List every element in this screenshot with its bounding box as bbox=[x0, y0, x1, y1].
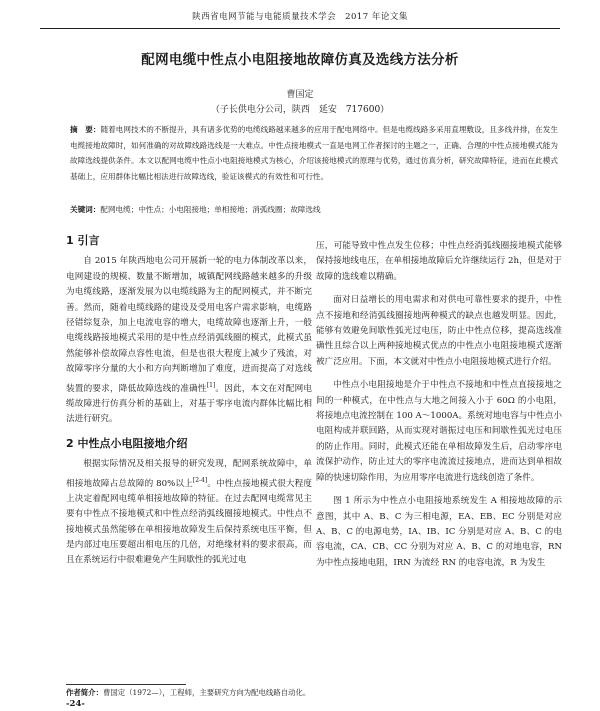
keywords bbox=[70, 203, 558, 217]
right-paragraph-2: 中性点小电阻接地是介于中性点不接地和中性点直接接地之间的一种模式，在中性点与大地之间接入小于 60Ω 的小电阻，将接地点电流控制在 100 A～1000A。系统对地电容与中性点小电阻构成并联回路，从而实现对谐振过电压和间歇性弧光过电压的防止作用。同时，此模式还能在单相故障发生后，启动零序电流保护动作，防止过大的零序电流流过接地点，进而达到单相故障的快速切除作用，为应用零序电流进行选线创造了条件。 bbox=[316, 380, 562, 483]
page-number: -24- bbox=[66, 699, 85, 709]
abstract-text: 随着电网技术的不断提升，具有诸多优势的电缆线路越来越多的应用于配电网络中。但是电缆线路多采用直埋敷设，且多线并排，在发生电缆接地故障时，如何准确的对故障线路选线是一大难点。中性点接地模式一直是电网工作者探讨的主题之一，正确、合理的中性点接地模式能为故障选线提供条件。本文以配网电缆中性点小电阻接地模式为核心，介绍该接地模式的原理与优势，通过仿真分析，研究故障特征，进而在此模式基础上，应用群体比幅比相法进行故障选线，验证该模式的有效性和可行性。 bbox=[70, 125, 559, 181]
section-1-text: 自 2015 年陕西地电公司开展新一轮的电力体制改革以来，电网建设的规模、数量不断增加，城镇配网线路越来越多的升级为电缆线路，逐渐发展为以电缆线路为主的配网模式，并不断完善。然而，随着电缆线路的建设及受用电客户需求影响，电缆路径错综复杂，加上电流电容的增大，电缆故障也逐渐上升，一般电缆线路接地模式采用的是中性点经消弧线圈的模式，此模式虽然能够补偿故障点容性电流，但是也很大程度上减少了残流，对故障零序分量的大小和方向判断增加了难度，进而提高了对选线装置的要求，降低故障选线的准确性 bbox=[66, 256, 312, 394]
author-footnote bbox=[66, 688, 558, 698]
section-2-paragraph bbox=[66, 457, 312, 569]
right-paragraph-3: 图 1 所示为中性点小电阻接地系统发生 A 相接地故障的示意图，其中 A、B、C 为三相电源，EA、EB、EC 分别是对应 A、B、C 的电源电势，IA、IB、IC 分别是对应 A、B、C 的电容电流，CA、CB、CC 分别为对应 A、B、C 的对地电容，RN 为中性点接地电阻，IRN 为流经 RN 的电容电流，R 为发生 bbox=[316, 496, 562, 568]
author-name: 曹国定 bbox=[286, 90, 314, 100]
section-1-paragraph bbox=[66, 254, 312, 427]
right-paragraph-1: 面对日益增长的用电需求和对供电可靠性要求的提升，中性点不接地和经消弧线圈接地两种模式的缺点也越发明显。因此，能够有效避免间歇性弧光过电压，防止中性点位移，提高选线准确性且综合以上两种接地模式优点的中性点小电阻接地模式逐渐被广泛应用。下面，本文就对中性点小电阻接地模式进行介绍。 bbox=[316, 295, 562, 367]
abstract bbox=[70, 122, 558, 184]
footnote-divider bbox=[66, 684, 186, 685]
citation-2-4: [2-4] bbox=[192, 476, 208, 484]
section-1-heading: 1 引言 bbox=[66, 234, 100, 247]
section-2-text: 根据实际情况及相关报导的研究发现，配网系统故障中，单相接地故障占总故障的 80%以上 bbox=[66, 459, 312, 489]
citation-1: [1] bbox=[206, 381, 216, 389]
abstract-label: 摘 要： bbox=[70, 125, 101, 134]
section-2-text-end: 。中性点接地模式很大程度上决定着配网电缆单相接地故障的特征。在过去配网电缆常见主要有中性点不接地模式和中性点经消弧线圈接地模式。中性点不接地模式虽然能够在单相接地故障发生后保持系统电压平衡，但是内部过电压要超出相电压的几倍，对绝缘材料的要求很高，而且在系统运行中很难避免产生间歇性的弧光过电 bbox=[66, 478, 312, 566]
footnote-text: 曹国定（1972—），工程师，主要研究方向为配电线路自动化。 bbox=[102, 688, 311, 697]
keywords-text: 配网电缆；中性点；小电阻接地；单相接地；消弧线圈；故障选线 bbox=[100, 205, 321, 214]
right-paragraph-continued: 压，可能导致中性点发生位移；中性点经消弧线圈接地模式能够保持接地线电压，在单相接地故障后允许继续运行 2h，但是对于故障的选线难以精确。 bbox=[316, 241, 562, 282]
section-1-text-end: 。因此，本文在对配网电缆故障进行仿真分析的基础上，对基于零序电流内群体比幅比相法进行研究。 bbox=[66, 383, 312, 425]
left-column bbox=[66, 229, 312, 577]
footnote-label: 作者简介： bbox=[66, 688, 103, 697]
author-affiliation: （子长供电分公司，陕西 延安 717600） bbox=[210, 105, 390, 115]
keywords-label: 关键词： bbox=[70, 205, 101, 214]
paper-title: 配网电缆中性点小电阻接地故障仿真及选线方法分析 bbox=[141, 52, 459, 68]
right-column bbox=[316, 239, 562, 579]
running-header: 陕西省电网节能与电能质量技术学会 2017 年论文集 bbox=[40, 8, 560, 29]
section-2-heading: 2 中性点小电阻接地介绍 bbox=[66, 436, 188, 450]
